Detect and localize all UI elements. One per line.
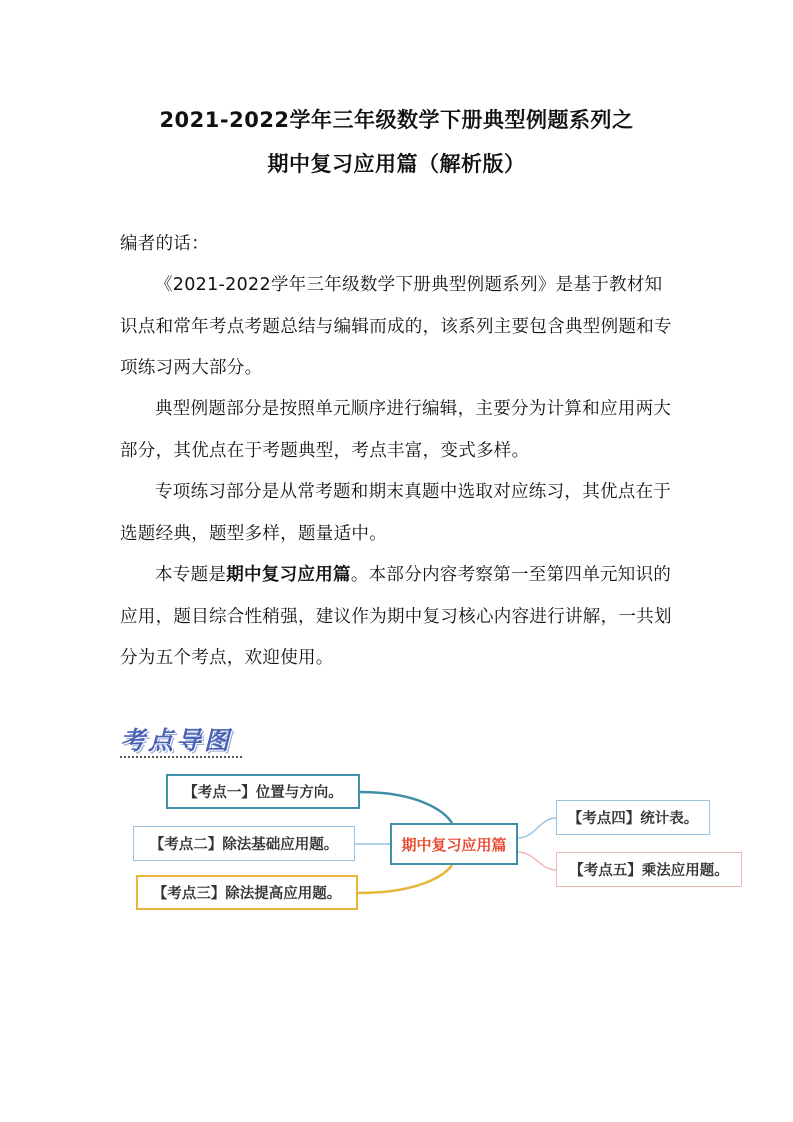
intro-paragraph-3: 专项练习部分是从常考题和期末真题中选取对应练习，其优点在于选题经典，题型多样，题量适中。: [120, 482, 672, 544]
intro-paragraph-1: 《2021-2022学年三年级数学下册典型例题系列》是基于教材知识点和常年考点考题总结与编辑而成的，该系列主要包含典型例题和专项练习两大部分。: [120, 275, 672, 378]
mindmap-node-1: 【考点一】位置与方向。: [166, 774, 360, 809]
mindmap-node-3: 【考点三】除法提高应用题。: [136, 875, 358, 910]
intro-paragraph-2: 典型例题部分是按照单元顺序进行编辑，主要分为计算和应用两大部分，其优点在于考题典型，考点丰富，变式多样。: [120, 399, 672, 461]
editor-note-heading: 编者的话：: [120, 234, 209, 254]
connector-node-3: [358, 865, 452, 893]
document-title-line-2: 期中复习应用篇（解析版）: [267, 152, 526, 176]
p4-bold-topic: 期中复习应用篇: [226, 565, 351, 585]
p4-prefix: 本专题是: [155, 565, 227, 585]
mindmap-node-2: 【考点二】除法基础应用题。: [133, 826, 355, 861]
mindmap-node-5: 【考点五】乘法应用题。: [556, 852, 742, 887]
mindmap-node-4: 【考点四】统计表。: [556, 800, 710, 835]
mindmap-title: 考点导图: [120, 726, 233, 755]
p4-suffix: 。本部分内容考察第一至第四单元知识的应用，题目综合性稍强，建议作为期中复习核心内容进行讲解，一共划分为五个考点，欢迎使用。: [120, 565, 672, 668]
connector-node-5: [518, 852, 556, 870]
connector-node-1: [360, 792, 452, 823]
mindmap-center-node: 期中复习应用篇: [390, 823, 518, 865]
connector-node-4: [518, 818, 556, 838]
document-title-line-1: 2021-2022学年三年级数学下册典型例题系列之: [159, 108, 634, 132]
